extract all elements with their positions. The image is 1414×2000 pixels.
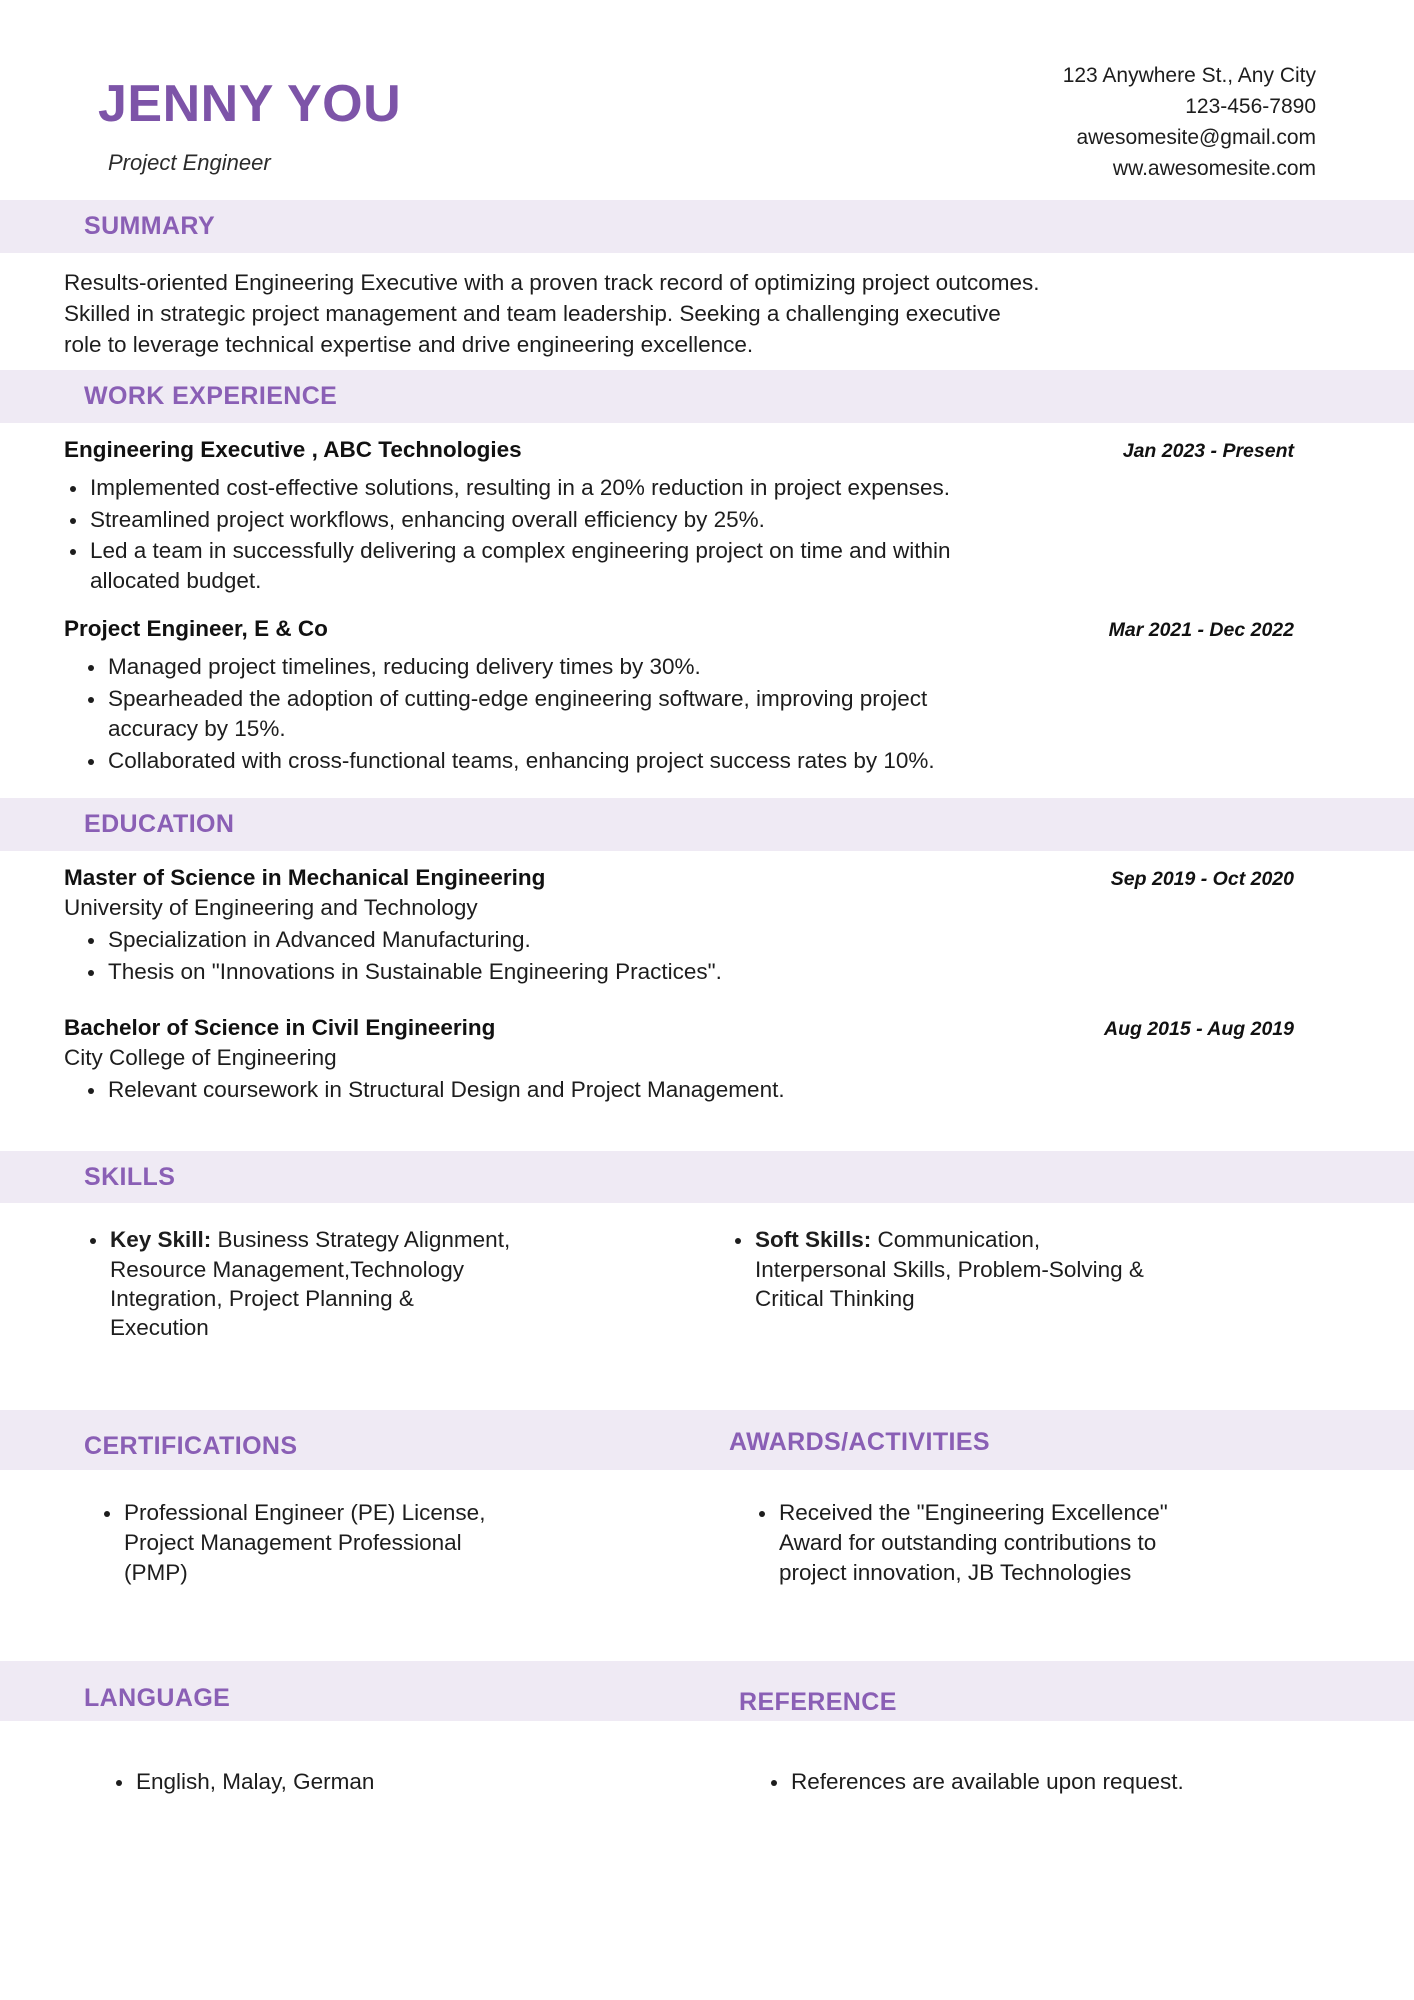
section-heading-education: EDUCATION	[84, 810, 235, 839]
section-band-summary	[0, 200, 1414, 253]
work-entry-date: Jan 2023 - Present	[1122, 439, 1294, 462]
work-entry-bullets	[64, 473, 1330, 597]
list-item: Relevant coursework in Structural Design and Project Management.	[82, 1075, 982, 1105]
list-item	[84, 1225, 514, 1342]
work-entry-title: Engineering Executive , ABC Technologies	[64, 436, 522, 462]
work-entry	[64, 437, 1330, 597]
section-band-work-experience	[0, 370, 1414, 423]
list-item: Managed project timelines, reducing delivery times by 30%.	[82, 652, 982, 682]
key-skill-label: Key Skill:	[110, 1227, 212, 1253]
skills-column-right	[707, 1215, 1414, 1344]
education-entry	[64, 865, 1330, 987]
section-heading-certifications: CERTIFICATIONS	[84, 1432, 298, 1461]
list-item: Spearheaded the adoption of cutting-edge engineering software, improving project accuracy by 15%.	[82, 684, 982, 744]
section-heading-work-experience: WORK EXPERIENCE	[84, 381, 338, 410]
list-item	[729, 1225, 1159, 1313]
reference-column	[707, 1757, 1414, 1799]
list-item: Received the "Engineering Excellence" Award for outstanding contributions to project innovation, JB Technologies	[753, 1498, 1183, 1587]
list-item: Specialization in Advanced Manufacturing.	[82, 925, 982, 955]
contact-phone[interactable]: 123-456-7890	[1185, 95, 1316, 119]
list-item: English, Malay, German	[110, 1767, 540, 1797]
education-entry	[64, 1015, 1330, 1105]
list-item: Implemented cost-effective solutions, resulting in a 20% reduction in project expenses.	[64, 473, 964, 503]
contact-address: 123 Anywhere St., Any City	[1062, 64, 1316, 87]
section-band-certifications-awards	[0, 1410, 1414, 1470]
work-entry-title: Project Engineer, E & Co	[64, 616, 328, 642]
soft-skill-text: Communication, Interpersonal Skills, Problem-Solving & Critical Thinking	[755, 1227, 1144, 1311]
education-entry-date: Sep 2019 - Oct 2020	[1110, 867, 1294, 890]
summary-body	[0, 253, 1414, 370]
language-column	[0, 1757, 707, 1799]
list-item: Collaborated with cross-functional teams, enhancing project success rates by 10%.	[82, 746, 982, 776]
work-entry	[64, 616, 1330, 776]
summary-text: Results-oriented Engineering Executive with a proven track record of optimizing project outcomes. Skilled in strategic project management and team leadership. Seeking a challenging executive role to leverage technical expertise and drive engineering excellence.	[64, 269, 1040, 357]
page-title: JENNY YOU	[98, 75, 402, 133]
education-entry-bullets	[82, 925, 1330, 987]
band-col-reference	[707, 1661, 1414, 1721]
band-col-language	[0, 1661, 707, 1721]
education-entry-school: University of Engineering and Technology	[64, 894, 478, 920]
section-heading-language: LANGUAGE	[84, 1684, 231, 1713]
education-entry-date: Aug 2015 - Aug 2019	[1103, 1017, 1294, 1040]
section-heading-skills: SKILLS	[84, 1162, 176, 1191]
awards-column	[707, 1488, 1414, 1589]
education-entry-degree: Master of Science in Mechanical Engineering	[64, 864, 546, 890]
section-band-language-reference	[0, 1661, 1414, 1721]
education-entry-school: City College of Engineering	[64, 1044, 337, 1070]
work-experience-body	[0, 423, 1414, 798]
language-reference-body	[0, 1721, 1414, 1799]
contact-email[interactable]: awesomesite@gmail.com	[1076, 126, 1316, 150]
work-entry-date: Mar 2021 - Dec 2022	[1108, 619, 1294, 642]
certifications-awards-body	[0, 1470, 1414, 1589]
band-col-certifications	[0, 1410, 707, 1470]
list-item: Streamlined project workflows, enhancing overall efficiency by 25%.	[64, 505, 964, 535]
key-skill-text: Business Strategy Alignment, Resource Management,Technology Integration, Project Planning & Execution	[110, 1227, 511, 1341]
section-band-education	[0, 798, 1414, 851]
certifications-column	[0, 1488, 707, 1589]
education-body	[0, 851, 1414, 1151]
section-heading-awards: AWARDS/ACTIVITIES	[729, 1428, 990, 1457]
section-heading-summary: SUMMARY	[84, 212, 216, 240]
education-entry-bullets	[82, 1075, 1330, 1105]
list-item: References are available upon request.	[765, 1767, 1195, 1797]
education-entry-degree: Bachelor of Science in Civil Engineering	[64, 1014, 496, 1040]
contact-block	[1063, 60, 1316, 184]
band-col-awards	[707, 1410, 1414, 1470]
skills-body	[0, 1203, 1414, 1344]
job-title-subtitle: Project Engineer	[108, 150, 271, 175]
skills-column-left	[0, 1215, 707, 1344]
work-entry-bullets	[82, 652, 1330, 776]
list-item: Thesis on "Innovations in Sustainable Engineering Practices".	[82, 957, 982, 987]
section-heading-reference: REFERENCE	[739, 1688, 897, 1717]
contact-website[interactable]: ww.awesomesite.com	[1112, 157, 1316, 181]
list-item: Professional Engineer (PE) License, Project Management Professional (PMP)	[98, 1498, 528, 1587]
list-item: Led a team in successfully delivering a complex engineering project on time and within allocated budget.	[64, 536, 964, 596]
soft-skill-label: Soft Skills:	[755, 1227, 872, 1253]
section-band-skills	[0, 1151, 1414, 1204]
resume-header	[0, 0, 1414, 200]
